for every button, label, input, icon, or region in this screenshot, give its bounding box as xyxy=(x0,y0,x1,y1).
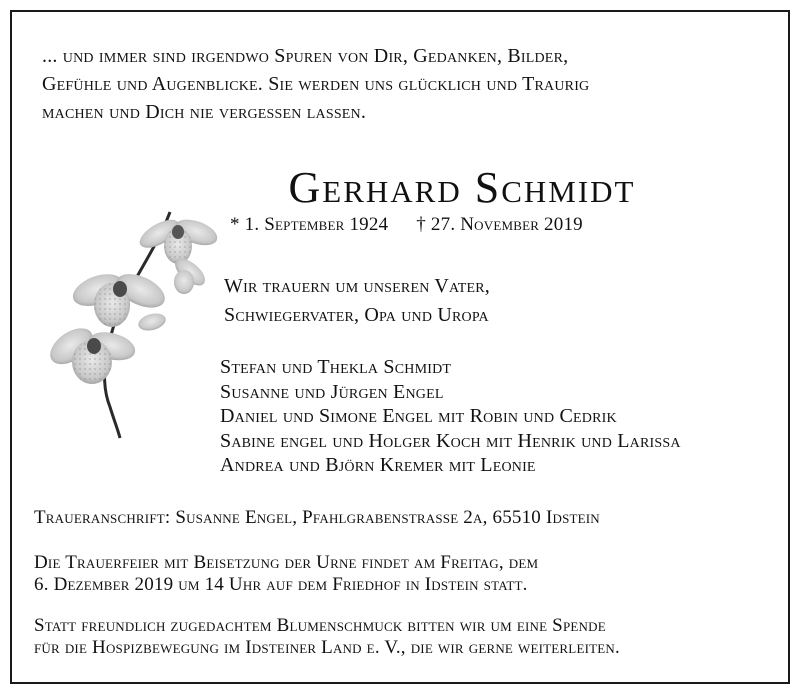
funeral-notes xyxy=(34,507,784,660)
death-date: † 27. November 2019 xyxy=(416,214,583,235)
orchid-icon xyxy=(40,192,230,442)
birth-date: * 1. September 1924 xyxy=(230,214,389,235)
funeral-info-line: 6. Dezember 2019 um 14 Uhr auf dem Friedhof in Idstein statt. xyxy=(34,574,528,595)
family-member: Susanne und Jürgen Engel xyxy=(220,380,444,403)
deceased-name: Gerhard Schmidt xyxy=(288,163,636,212)
family-member: Stefan und Thekla Schmidt xyxy=(220,356,452,378)
obituary-card xyxy=(10,10,790,684)
family-member: Sabine engel und Holger Koch mit Henrik und Larissa xyxy=(220,429,681,452)
family-list xyxy=(220,355,681,478)
mourning-statement xyxy=(224,272,490,330)
family-member: Daniel und Simone Engel mit Robin und Cedrik xyxy=(220,405,617,427)
intro-line: ... und immer sind irgendwo Spuren von Dir, Gedanken, Bilder, xyxy=(42,45,569,67)
donation-line: Statt freundlich zugedachtem Blumenschmuck bitten wir um eine Spende xyxy=(34,614,606,636)
life-dates xyxy=(230,212,583,238)
intro-line: machen und Dich nie vergessen lassen. xyxy=(42,101,367,123)
family-member: Andrea und Björn Kremer mit Leonie xyxy=(220,454,536,476)
funeral-info-line: Die Trauerfeier mit Beisetzung der Urne findet am Freitag, dem xyxy=(34,551,539,573)
donation-line: für die Hospizbewegung im Idsteiner Land e. V., die wir gerne weiterleiten. xyxy=(34,637,620,658)
mourning-address: Traueranschrift: Susanne Engel, Pfahlgrabenstrasse 2a, 65510 Idstein xyxy=(34,507,600,528)
mourning-line: Wir trauern um unseren Vater, xyxy=(224,275,490,297)
intro-quote xyxy=(42,42,782,126)
intro-line: Gefühle und Augenblicke. Sie werden uns glücklich und Traurig xyxy=(42,73,590,95)
mourning-line: Schwiegervater, Opa und Uropa xyxy=(224,304,489,326)
